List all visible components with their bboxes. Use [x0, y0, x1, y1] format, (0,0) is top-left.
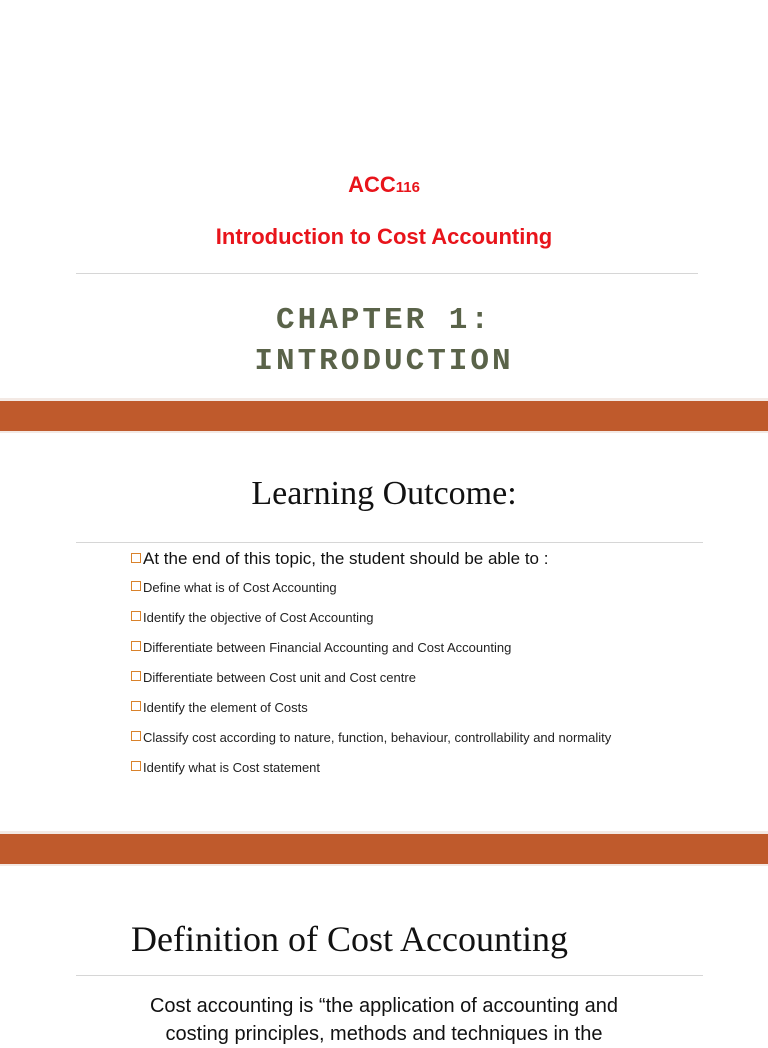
list-item: [131, 639, 631, 656]
list-item: [131, 669, 631, 686]
definition-slide: [0, 866, 768, 1045]
learning-outcome-heading: Learning Outcome:: [251, 475, 517, 512]
checkbox-bullet-icon: [131, 581, 141, 591]
chapter-title: [0, 300, 768, 382]
checkbox-bullet-icon: [131, 641, 141, 651]
checkbox-bullet-icon: [131, 611, 141, 621]
course-code: [0, 172, 768, 198]
list-item-text: Differentiate between Cost unit and Cost centre: [143, 670, 416, 685]
checkbox-bullet-icon: [131, 731, 141, 741]
slide-separator: [0, 398, 768, 434]
list-item: [131, 759, 631, 776]
checkbox-bullet-icon: [131, 761, 141, 771]
checkbox-bullet-icon: [131, 553, 141, 563]
learning-outcome-list: [131, 549, 631, 789]
course-code-number: 116: [395, 179, 420, 196]
chapter-title-line1: CHAPTER 1:: [275, 303, 493, 338]
list-item-text: Differentiate between Financial Accounting and Cost Accounting: [143, 640, 512, 655]
slide-separator: [0, 831, 768, 867]
list-item: [131, 729, 621, 746]
definition-text-line2: costing principles, methods and techniques in the: [165, 1023, 603, 1045]
definition-text: [0, 992, 768, 1048]
learning-outcome-slide: [0, 433, 768, 831]
list-intro: [131, 549, 631, 569]
list-item: [131, 579, 631, 596]
definition-text-line1: Cost accounting is “the application of accounting and: [149, 995, 619, 1017]
course-title: Introduction to Cost Accounting: [215, 224, 553, 249]
list-intro-text: At the end of this topic, the student should be able to :: [143, 549, 549, 568]
chapter-title-line2: INTRODUCTION: [254, 344, 514, 379]
checkbox-bullet-icon: [131, 701, 141, 711]
list-item: [131, 699, 631, 716]
definition-heading: Definition of Cost Accounting: [131, 919, 568, 959]
heading-divider: [76, 542, 703, 543]
list-item-text: Classify cost according to nature, function, behaviour, controllability and normality: [143, 730, 612, 745]
title-slide: [0, 0, 768, 398]
list-item-text: Identify the objective of Cost Accounting: [143, 610, 374, 625]
list-item: [131, 609, 631, 626]
heading-divider: [76, 975, 703, 976]
list-item-text: Identify the element of Costs: [143, 700, 308, 715]
title-divider: [76, 273, 698, 274]
checkbox-bullet-icon: [131, 671, 141, 681]
list-item-text: Define what is of Cost Accounting: [143, 580, 337, 595]
course-code-main: ACC: [348, 172, 396, 197]
list-item-text: Identify what is Cost statement: [143, 760, 321, 775]
